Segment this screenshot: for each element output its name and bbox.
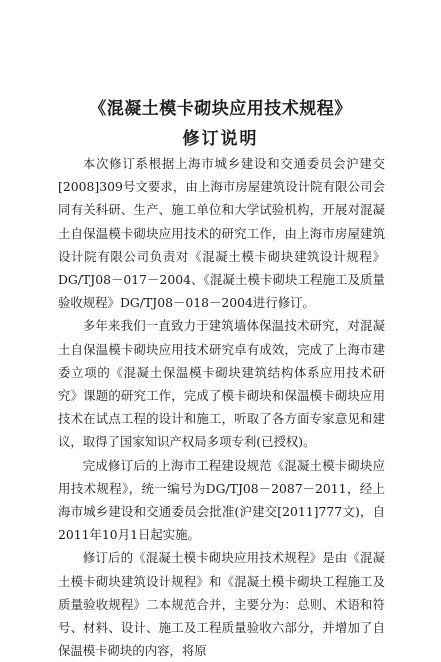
paragraph-4: 修订后的《混凝土模卡砌块应用技术规程》是由《混凝土模卡砌块建筑设计规程》和《混凝土模卡砌块工程施工及质量验收规程》二本规范合并，主要分为：总则、术语和符号、材料、设计、施工及工程质量验收六部分，并增加了自保温模卡砌块的内容，将原 [58,550,385,659]
paragraph-2: 多年来我们一直致力于建筑墙体保温技术研究，对混凝土自保温模卡砌块应用技术研究卓有成效，完成了上海市建委立项的《混凝土保温模卡砌块建筑结构体系应用技术研究》课题的研究工作，完成了模卡砌块和保温模卡砌块应用技术在试点工程的设计和施工，听取了各方面专家意见和建议，取得了国家知识产权局多项专利(已授权)。 [58,318,385,450]
document-title: 《混凝土模卡砌块应用技术规程》 [89,99,352,119]
document-subtitle: 修订说明 [182,129,259,149]
document-body [58,152,385,662]
paragraph-3: 完成修订后的上海市工程建设规范《混凝土模卡砌块应用技术规程》，统一编号为DG/TJ08－2087－2011，经上海市城乡建设和交通委员会批准(沪建交[2011]777文)，自2011年10月1日起实施。 [58,457,385,543]
paragraph-1: 本次修订系根据上海市城乡建设和交通委员会沪建交[2008]309号文要求，由上海市房屋建筑设计院有限公司会同有关科研、生产、施工单位和大学试验机构，开展对混凝土自保温模卡砌块应用技术的研究工作，由上海市房屋建筑设计院有限公司负责对《混凝土模卡砌块建筑设计规程》DG/TJ08－017－2004、《混凝土模卡砌块工程施工及质量验收规程》DG/TJ08－018－2004进行修订。 [58,156,385,311]
